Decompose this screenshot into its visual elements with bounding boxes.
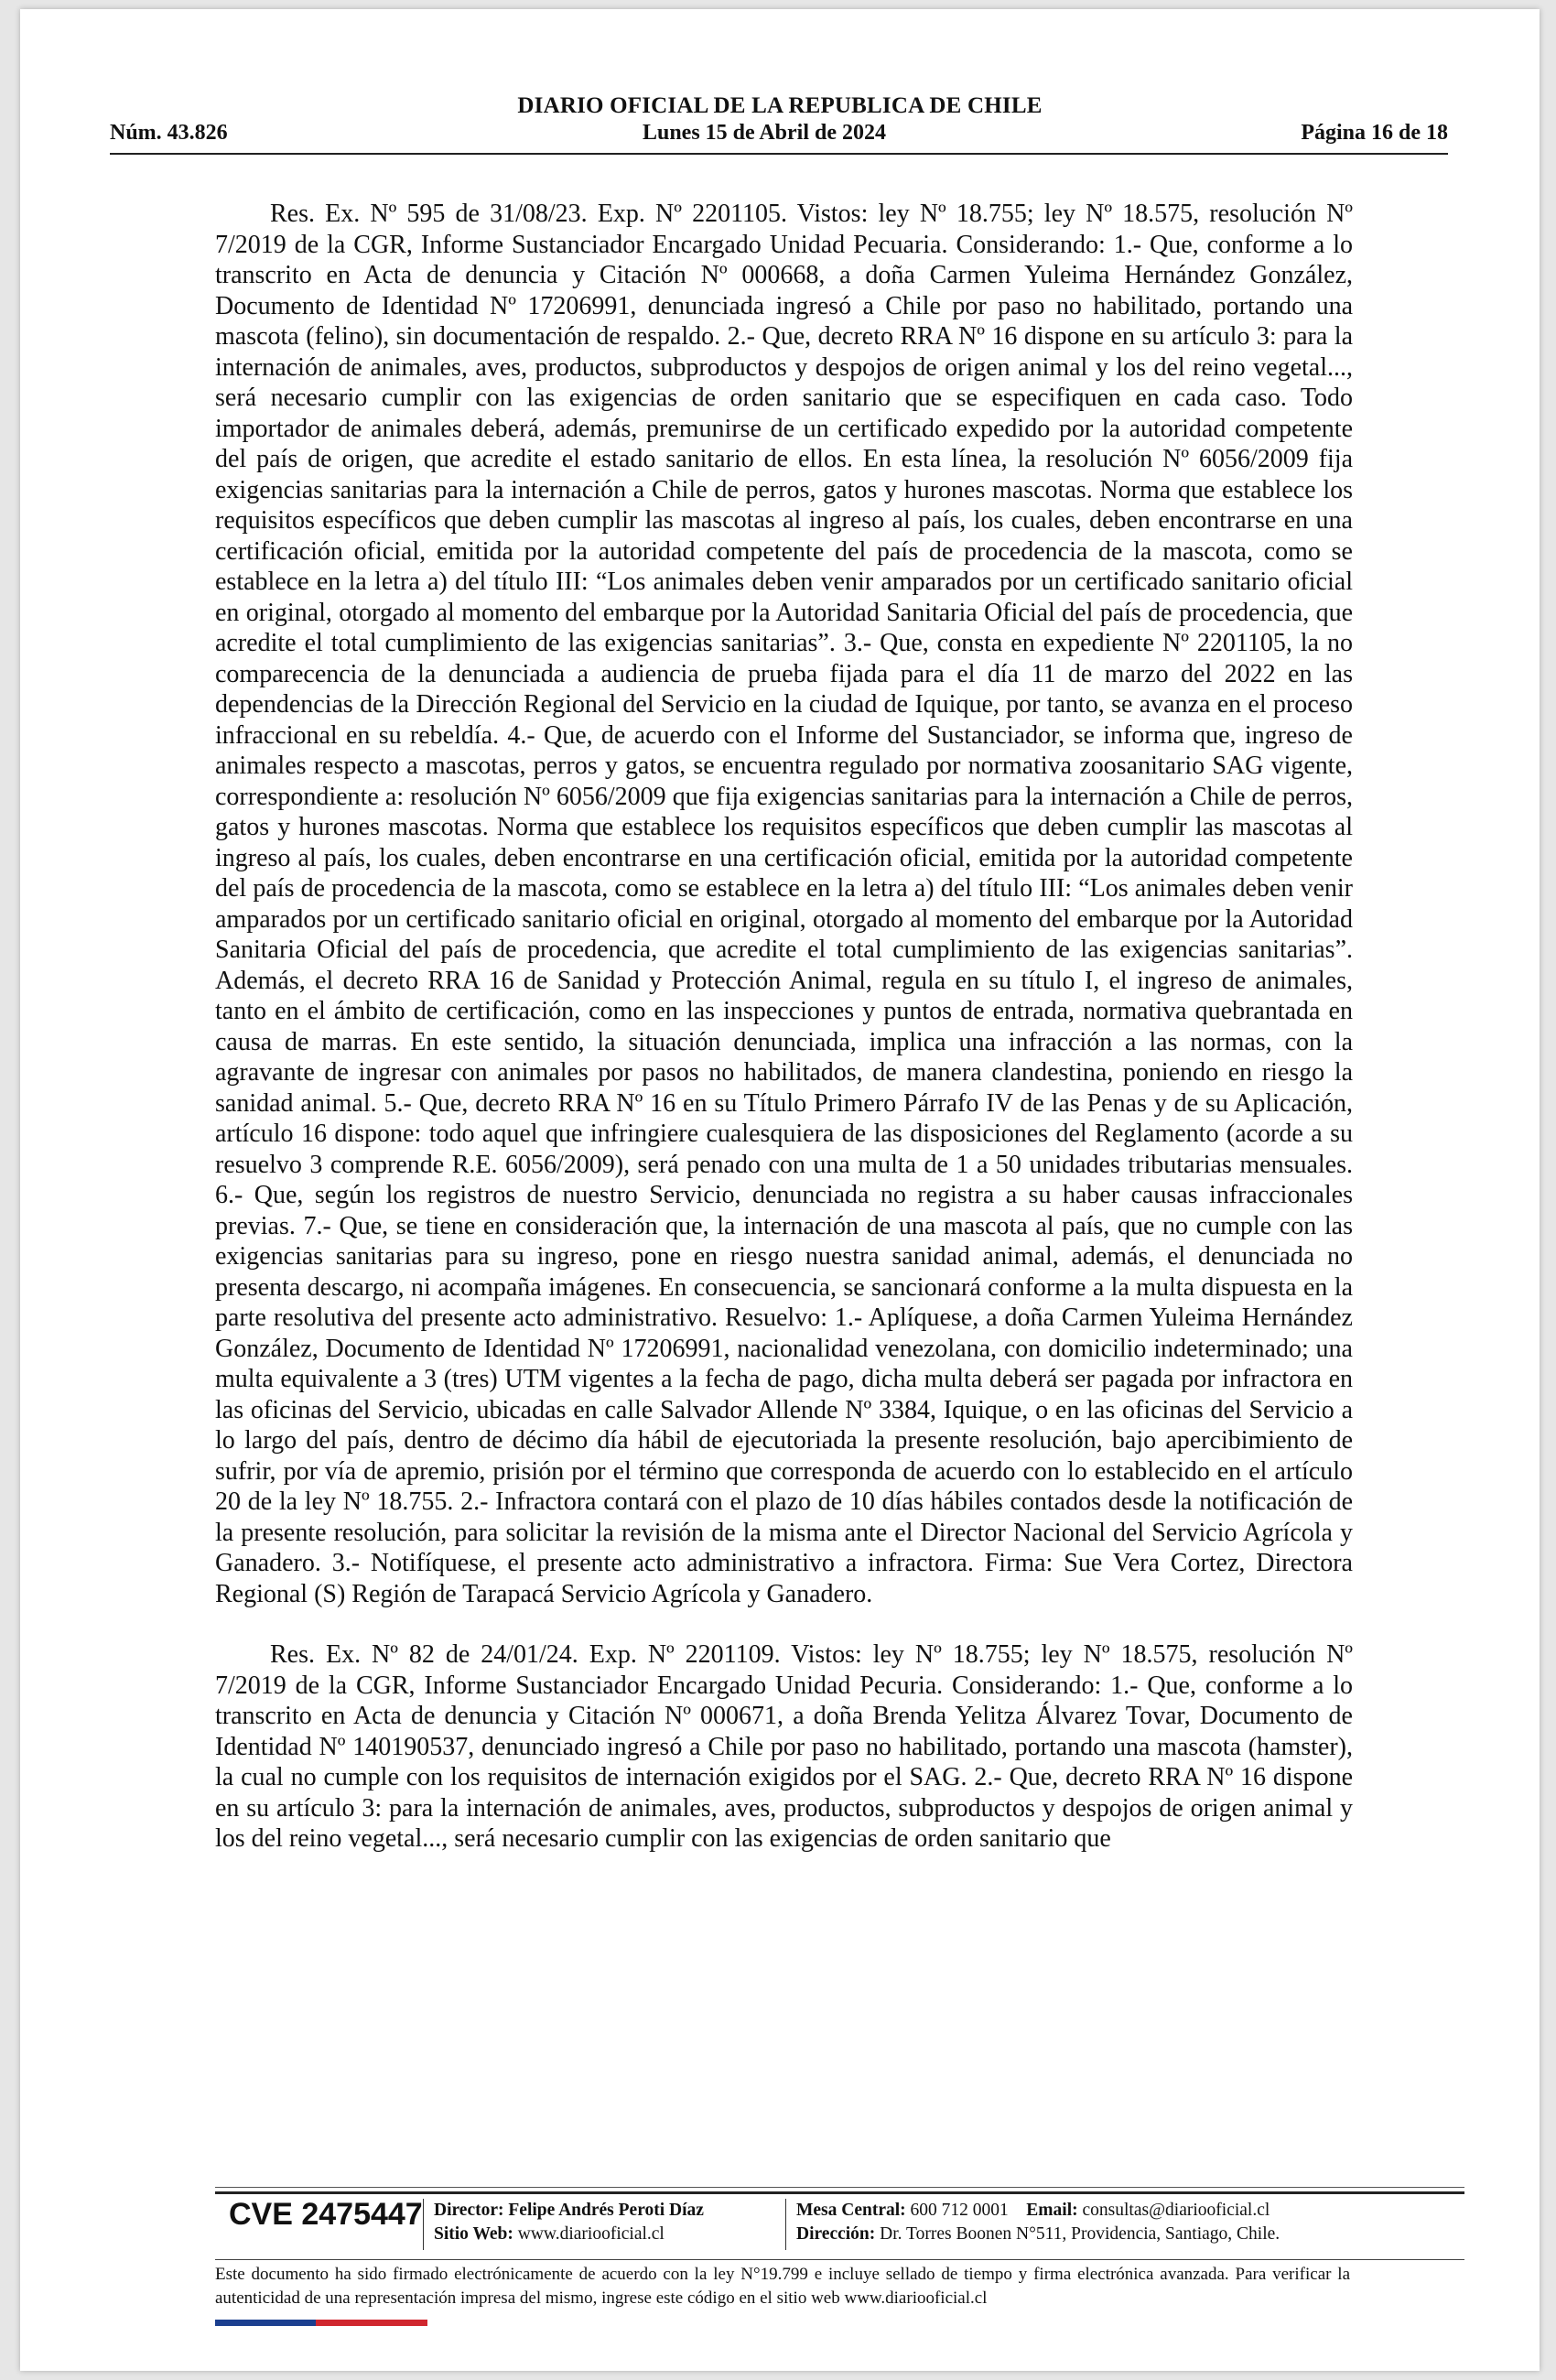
signature-notice: Este documento ha sido firmado electrónicamente de acuerdo con la ley N°19.799 e incluye sellado de tiempo y firma electrónica avanzada. Para verificar la autenticidad de una representación impresa del mismo, ingrese este código en el sitio web www.diariooficial.cl xyxy=(215,2265,1350,2308)
footer-divider-thin xyxy=(215,2187,1464,2188)
email-link[interactable]: consultas@diariooficial.cl xyxy=(1082,2201,1270,2220)
page-number: Página 16 de 18 xyxy=(1301,121,1448,145)
phone-label: Mesa Central: xyxy=(796,2201,906,2220)
document-body xyxy=(215,199,1353,1885)
footer-note-divider xyxy=(215,2259,1464,2260)
issue-date: Lunes 15 de Abril de 2024 xyxy=(642,121,887,145)
address-value: Dr. Torres Boonen N°511, Providencia, Santiago, Chile. xyxy=(880,2224,1280,2244)
address-label: Dirección: xyxy=(796,2224,876,2244)
email-label: Email: xyxy=(1026,2201,1078,2220)
resolution-paragraph: Res. Ex. Nº 595 de 31/08/23. Exp. Nº 2201105. Vistos: ley Nº 18.755; ley Nº 18.575, resolución Nº 7/2019 de la CGR, Informe Sustanciador Encargado Unidad Pecuaria. Considerando: 1.- Que, conforme a lo transcrito en Acta de denuncia y Citación Nº 000668, a doña Carmen Yuleima Hernández González, Documento de Identidad Nº 17206991, denunciada ingresó a Chile por paso no habilitado, portando una mascota (felino), sin documentación de respaldo. 2.- Que, decreto RRA Nº 16 dispone en su artículo 3: para la internación de animales, aves, productos, subproductos y despojos de origen animal y los del reino vegetal..., será necesario cumplir con las exigencias de orden sanitario que se especifiquen en cada caso. Todo importador de animales deberá, además, premunirse de un certificado expedido por la autoridad competente del país de origen, que acredite el estado sanitario de ellos. En esta línea, la resolución Nº 6056/2009 fija exigencias sanitarias para la internación a Chile de perros, gatos y hurones mascotas. Norma que establece los requisitos específicos que deben cumplir las mascotas al ingreso al país, los cuales, deben encontrarse en una certificación oficial, emitida por la autoridad competente del país de procedencia de la mascota, como se establece en la letra a) del título III: “Los animales deben venir amparados por un certificado sanitario oficial en original, otorgado al momento del embarque por la Autoridad Sanitaria Oficial del país de procedencia, que acredite el total cumplimiento de las exigencias sanitarias”. 3.- Que, consta en expediente Nº 2201105, la no comparecencia de la denunciada a audiencia de prueba fijada para el día 11 de marzo del 2022 en las dependencias de la Dirección Regional del Servicio en la ciudad de Iquique, por tanto, se avanza en el proceso infraccional en su rebeldía. 4.- Que, de acuerdo con el Informe del Sustanciador, se informa que, ingreso de animales respecto a mascotas, perros y gatos, se encuentra regulado por normativa zoosanitario SAG vigente, correspondiente a: resolución Nº 6056/2009 que fija exigencias sanitarias para la internación a Chile de perros, gatos y hurones mascotas. Norma que establece los requisitos específicos que deben cumplir las mascotas al ingreso al país, los cuales, deben encontrarse en una certificación oficial, emitida por la autoridad competente del país de procedencia de la mascota, como se establece en la letra a) del título III: “Los animales deben venir amparados por un certificado sanitario oficial en original, otorgado al momento del embarque por la Autoridad Sanitaria Oficial del país de procedencia, que acredite el total cumplimiento de las exigencias sanitarias”. Además, el decreto RRA 16 de Sanidad y Protección Animal, regula en su título I, el ingreso de animales, tanto en el ámbito de certificación, como en las inspecciones y puntos de entrada, normativa quebrantada en causa de marras. En este sentido, la situación denunciada, implica una infracción a las normas, con la agravante de ingresar con animales por pasos no habilitados, de manera clandestina, poniendo en riesgo la sanidad animal. 5.- Que, decreto RRA Nº 16 en su Título Primero Párrafo IV de las Penas y de su Aplicación, artículo 16 dispone: todo aquel que infringiere cualesquiera de las disposiciones del Reglamento (acorde a su resuelvo 3 comprende R.E. 6056/2009), será penado con una multa de 1 a 50 unidades tributarias mensuales. 6.- Que, según los registros de nuestro Servicio, denunciada no registra a su haber causas infraccionales previas. 7.- Que, se tiene en consideración que, la internación de una mascota al país, que no cumple con las exigencias sanitarias para su ingreso, pone en riesgo nuestra sanidad animal, además, el denunciada no presenta descargo, ni acompaña imágenes. En consecuencia, se sancionará conforme a la multa dispuesta en la parte resolutiva del presente acto administrativo. Resuelvo: 1.- Aplíquese, a doña Carmen Yuleima Hernández González, Documento de Identidad Nº 17206991, nacionalidad venezolana, con domicilio indeterminado; una multa equivalente a 3 (tres) UTM vigentes a la fecha de pago, dicha multa deberá ser pagada por infractora en las oficinas del Servicio, ubicadas en calle Salvador Allende Nº 3384, Iquique, o en las oficinas del Servicio a lo largo del país, dentro de décimo día hábil de ejecutoriada la presente resolución, bajo apercibimiento de sufrir, por vía de apremio, prisión por el término que corresponda de acuerdo con lo establecido en el artículo 20 de la ley Nº 18.755. 2.- Infractora contará con el plazo de 10 días hábiles contados desde la notificación de la presente resolución, para solicitar la revisión de la misma ante el Director Nacional del Servicio Agrícola y Ganadero. 3.- Notifíquese, el presente acto administrativo a infractora. Firma: Sue Vera Cortez, Directora Regional (S) Región de Tarapacá Servicio Agrícola y Ganadero. xyxy=(215,200,1353,1608)
footer-divider-thick xyxy=(215,2191,1464,2194)
footer-director-block xyxy=(434,2199,704,2246)
footer-separator xyxy=(423,2199,424,2250)
header-divider xyxy=(110,153,1448,155)
gazette-title: DIARIO OFICIAL DE LA REPUBLICA DE CHILE xyxy=(517,93,1043,118)
footer-contact-block xyxy=(796,2199,1280,2246)
site-label: Sitio Web: xyxy=(434,2224,513,2244)
director-label: Director: xyxy=(434,2201,504,2220)
director-name: Felipe Andrés Peroti Díaz xyxy=(508,2201,704,2220)
cve-code: CVE 2475447 xyxy=(229,2197,423,2232)
flag-stripe xyxy=(215,2320,427,2326)
flag-red-band xyxy=(316,2320,427,2326)
document-page xyxy=(20,9,1540,2371)
header-meta-row xyxy=(110,121,1448,146)
footer-separator xyxy=(785,2199,786,2250)
issue-number: Núm. 43.826 xyxy=(110,121,228,145)
site-link[interactable]: www.diariooficial.cl xyxy=(517,2224,665,2244)
resolution-paragraph: Res. Ex. Nº 82 de 24/01/24. Exp. Nº 2201109. Vistos: ley Nº 18.755; ley Nº 18.575, resolución Nº 7/2019 de la CGR, Informe Sustanciador Encargado Unidad Pecuria. Considerando: 1.- Que, conforme a lo transcrito en Acta de denuncia y Citación Nº 000671, a doña Brenda Yelitza Álvarez Tovar, Documento de Identidad Nº 140190537, denunciado ingresó a Chile por paso no habilitado, portando una mascota (hamster), la cual no cumple con los requisitos de internación exigidos por el SAG. 2.- Que, decreto RRA Nº 16 dispone en su artículo 3: para la internación de animales, aves, productos, subproductos y despojos de origen animal y los del reino vegetal..., será necesario cumplir con las exigencias de orden sanitario que xyxy=(215,1640,1353,1853)
flag-blue-band xyxy=(215,2320,316,2326)
phone-value: 600 712 0001 xyxy=(910,2201,1009,2220)
